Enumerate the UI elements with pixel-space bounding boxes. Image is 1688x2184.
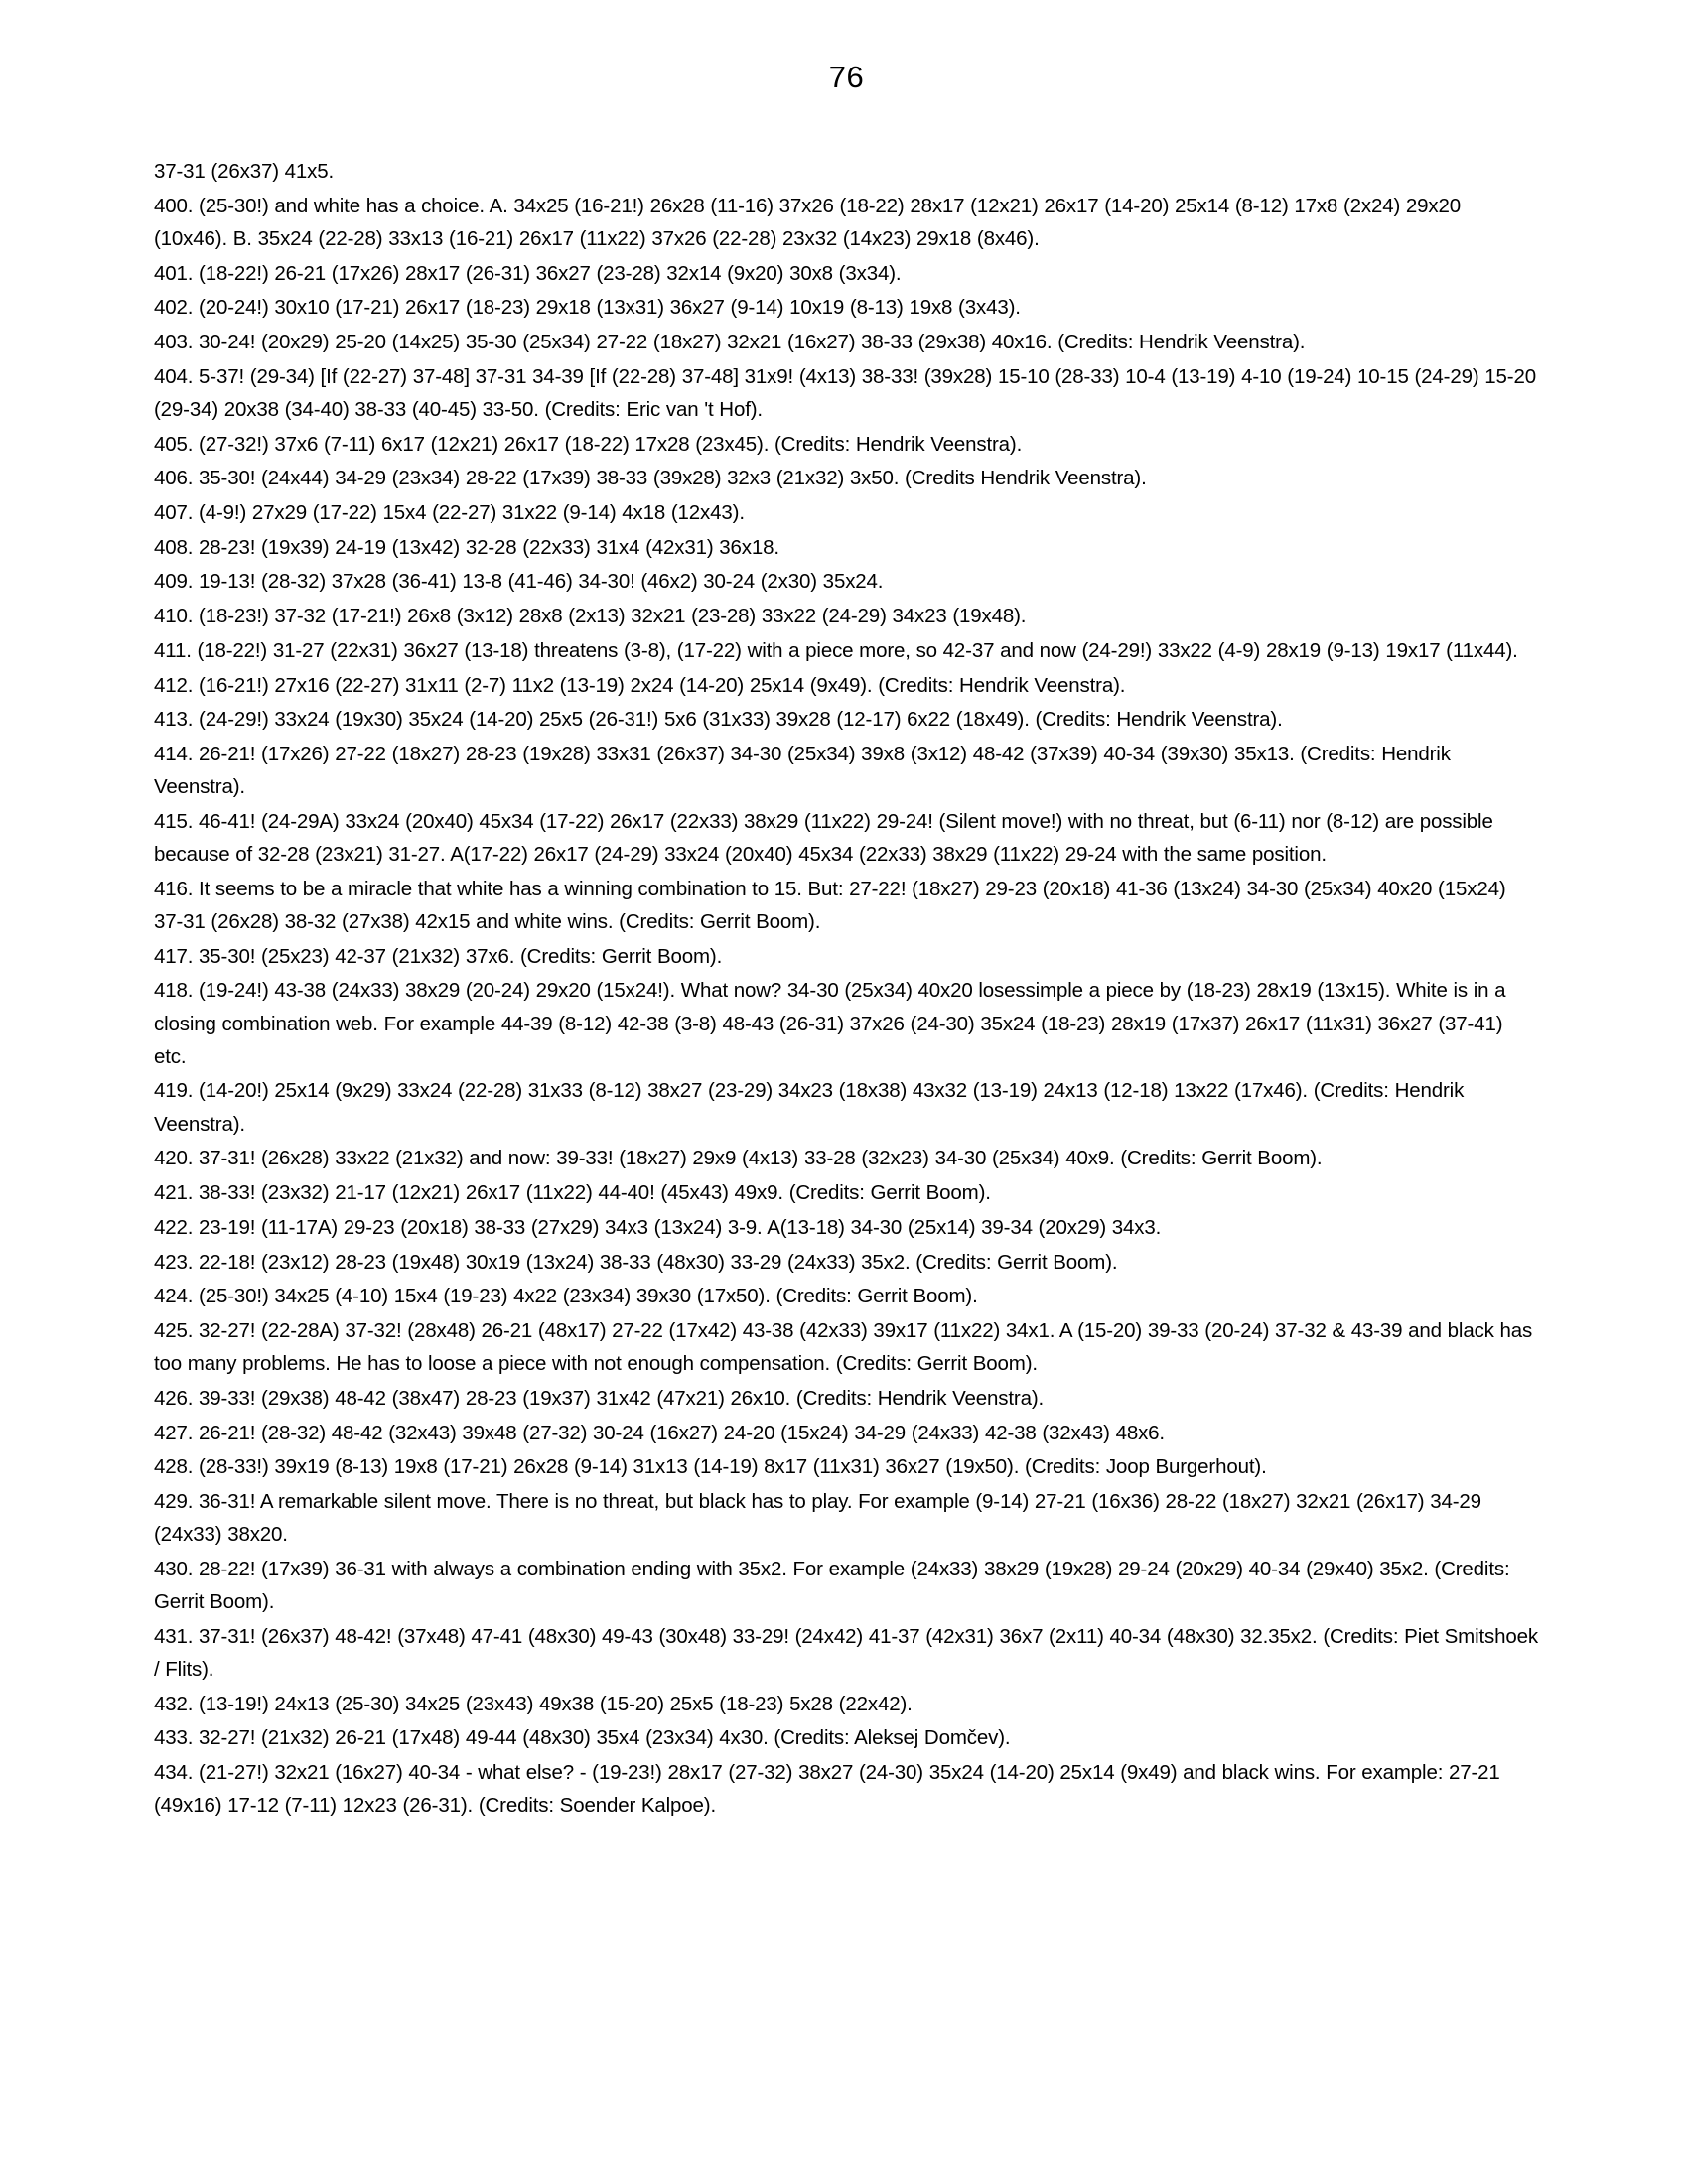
paragraph: 418. (19-24!) 43-38 (24x33) 38x29 (20-24) 29x20 (15x24!). What now? 34-30 (25x34) 40x20 losessimple a piece by (18-23) 28x19 (13x15). White is in a closing combination web. For example 44-39 (8-12) 42-38 (3-8) 48-43 (26-31) 37x26 (24-30) 35x24 (18-23) 28x19 (17x37) 26x17 (11x31) 36x27 (37-41) etc.	[154, 979, 1506, 1068]
page-number: 76	[828, 60, 865, 94]
paragraph: 420. 37-31! (26x28) 33x22 (21x32) and now: 39-33! (18x27) 29x9 (4x13) 33-28 (32x23) 34-30 (25x34) 40x9. (Credits: Gerrit Boom).	[154, 1147, 1323, 1170]
paragraph: 422. 23-19! (11-17A) 29-23 (20x18) 38-33 (27x29) 34x3 (13x24) 3-9. A(13-18) 34-30 (25x14) 39-34 (20x29) 34x3.	[154, 1215, 1162, 1239]
paragraph: 432. (13-19!) 24x13 (25-30) 34x25 (23x43) 49x38 (15-20) 25x5 (18-23) 5x28 (22x42).	[154, 1692, 913, 1715]
paragraph: 434. (21-27!) 32x21 (16x27) 40-34 - what else? - (19-23!) 28x17 (27-32) 38x27 (24-30) 35x24 (14-20) 25x14 (9x49) and black wins. For example: 27-21 (49x16) 17-12 (7-11) 12x23 (26-31). (Credits: Soender Kalpoe).	[154, 1761, 1500, 1818]
paragraph: 431. 37-31! (26x37) 48-42! (37x48) 47-41 (48x30) 49-43 (30x48) 33-29! (24x42) 41-37 (42x31) 36x7 (2x11) 40-34 (48x30) 32.35x2. (Credits: Piet Smitshoek / Flits).	[154, 1624, 1538, 1681]
paragraph: 37-31 (26x37) 41x5.	[154, 160, 335, 183]
paragraph: 430. 28-22! (17x39) 36-31 with always a combination ending with 35x2. For example (24x33) 38x29 (19x28) 29-24 (20x29) 40-34 (29x40) 35x2. (Credits: Gerrit Boom).	[154, 1557, 1510, 1614]
paragraph: 402. (20-24!) 30x10 (17-21) 26x17 (18-23) 29x18 (13x31) 36x27 (9-14) 10x19 (8-13) 19x8 (3x43).	[154, 296, 1021, 320]
paragraph: 403. 30-24! (20x29) 25-20 (14x25) 35-30 (25x34) 27-22 (18x27) 32x21 (16x27) 38-33 (29x38) 40x16. (Credits: Hendrik Veenstra).	[154, 331, 1306, 354]
paragraph: 426. 39-33! (29x38) 48-42 (38x47) 28-23 (19x37) 31x42 (47x21) 26x10. (Credits: Hendrik Veenstra).	[154, 1386, 1045, 1410]
paragraph: 421. 38-33! (23x32) 21-17 (12x21) 26x17 (11x22) 44-40! (45x43) 49x9. (Credits: Gerrit Boom).	[154, 1181, 991, 1205]
paragraph: 411. (18-22!) 31-27 (22x31) 36x27 (13-18) threatens (3-8), (17-22) with a piece more, so 42-37 and now (24-29!) 33x22 (4-9) 28x19 (9-13) 19x17 (11x44).	[154, 638, 1518, 662]
paragraph: 415. 46-41! (24-29A) 33x24 (20x40) 45x34 (17-22) 26x17 (22x33) 38x29 (11x22) 29-24! (Silent move!) with no threat, but (6-11) nor (8-12) are possible because of 32-28 (23x21) 31-27. A(17-22) 26x17 (24-29) 33x24 (20x40) 45x34 (22x33) 38x29 (11x22) 29-24 with the same position.	[154, 809, 1493, 867]
paragraph: 416. It seems to be a miracle that white has a winning combination to 15. But: 27-22! (18x27) 29-23 (20x18) 41-36 (13x24) 34-30 (25x34) 40x20 (15x24) 37-31 (26x28) 38-32 (27x38) 42x15 and white wins. (Credits: Gerrit Boom).	[154, 877, 1506, 933]
paragraph: 413. (24-29!) 33x24 (19x30) 35x24 (14-20) 25x5 (26-31!) 5x6 (31x33) 39x28 (12-17) 6x22 (18x49). (Credits: Hendrik Veenstra).	[154, 708, 1283, 732]
paragraph: 409. 19-13! (28-32) 37x28 (36-41) 13-8 (41-46) 34-30! (46x2) 30-24 (2x30) 35x24.	[154, 570, 884, 594]
paragraph: 404. 5-37! (29-34) [If (22-27) 37-48] 37-31 34-39 [If (22-28) 37-48] 31x9! (4x13) 38-33! (39x28) 15-10 (28-33) 10-4 (13-19) 4-10 (19-24) 10-15 (24-29) 15-20 (29-34) 20x38 (34-40) 38-33 (40-45) 33-50. (Credits: Eric van 't Hof).	[154, 364, 1536, 421]
paragraph: 414. 26-21! (17x26) 27-22 (18x27) 28-23 (19x28) 33x31 (26x37) 34-30 (25x34) 39x8 (3x12) 48-42 (37x39) 40-34 (39x30) 35x13. (Credits: Hendrik Veenstra).	[154, 742, 1451, 799]
document-body	[154, 155, 1539, 1822]
paragraph: 410. (18-23!) 37-32 (17-21!) 26x8 (3x12) 28x8 (2x13) 32x21 (23-28) 33x22 (24-29) 34x23 (19x48).	[154, 605, 1027, 628]
paragraph: 424. (25-30!) 34x25 (4-10) 15x4 (19-23) 4x22 (23x34) 39x30 (17x50). (Credits: Gerrit Boom).	[154, 1285, 978, 1308]
paragraph: 400. (25-30!) and white has a choice. A. 34x25 (16-21!) 26x28 (11-16) 37x26 (18-22) 28x17 (12x21) 26x17 (14-20) 25x14 (8-12) 17x8 (2x24) 29x20 (10x46). B. 35x24 (22-28) 33x13 (16-21) 26x17 (11x22) 37x26 (22-28) 23x32 (14x23) 29x18 (8x46).	[154, 194, 1462, 250]
paragraph: 405. (27-32!) 37x6 (7-11) 6x17 (12x21) 26x17 (18-22) 17x28 (23x45). (Credits: Hendrik Veenstra).	[154, 432, 1023, 456]
paragraph: 429. 36-31! A remarkable silent move. There is no threat, but black has to play. For example (9-14) 27-21 (16x36) 28-22 (18x27) 32x21 (26x17) 34-29 (24x33) 38x20.	[154, 1489, 1481, 1547]
paragraph: 406. 35-30! (24x44) 34-29 (23x34) 28-22 (17x39) 38-33 (39x28) 32x3 (21x32) 3x50. (Credits Hendrik Veenstra).	[154, 467, 1147, 490]
paragraph: 408. 28-23! (19x39) 24-19 (13x42) 32-28 (22x33) 31x4 (42x31) 36x18.	[154, 535, 779, 559]
paragraph: 427. 26-21! (28-32) 48-42 (32x43) 39x48 (27-32) 30-24 (16x27) 24-20 (15x24) 34-29 (24x33) 42-38 (32x43) 48x6.	[154, 1421, 1165, 1444]
paragraph: 412. (16-21!) 27x16 (22-27) 31x11 (2-7) 11x2 (13-19) 2x24 (14-20) 25x14 (9x49). (Credits: Hendrik Veenstra).	[154, 673, 1126, 697]
paragraph: 419. (14-20!) 25x14 (9x29) 33x24 (22-28) 31x33 (8-12) 38x27 (23-29) 34x23 (18x38) 43x32 (13-19) 24x13 (12-18) 13x22 (17x46). (Credits: Hendrik Veenstra).	[154, 1079, 1465, 1136]
paragraph: 425. 32-27! (22-28A) 37-32! (28x48) 26-21 (48x17) 27-22 (17x42) 43-38 (42x33) 39x17 (11x22) 34x1. A (15-20) 39-33 (20-24) 37-32 & 43-39 and black has too many problems. He has to loose a piece with not enough compensation. (Credits: Gerrit Boom).	[154, 1318, 1533, 1376]
paragraph: 407. (4-9!) 27x29 (17-22) 15x4 (22-27) 31x22 (9-14) 4x18 (12x43).	[154, 501, 745, 525]
paragraph: 428. (28-33!) 39x19 (8-13) 19x8 (17-21) 26x28 (9-14) 31x13 (14-19) 8x17 (11x31) 36x27 (19x50). (Credits: Joop Burgerhout).	[154, 1455, 1267, 1479]
paragraph: 401. (18-22!) 26-21 (17x26) 28x17 (26-31) 36x27 (23-28) 32x14 (9x20) 30x8 (3x34).	[154, 261, 902, 285]
paragraph: 423. 22-18! (23x12) 28-23 (19x48) 30x19 (13x24) 38-33 (48x30) 33-29 (24x33) 35x2. (Credits: Gerrit Boom).	[154, 1250, 1118, 1274]
paragraph: 433. 32-27! (21x32) 26-21 (17x48) 49-44 (48x30) 35x4 (23x34) 4x30. (Credits: Aleksej Domčev).	[154, 1726, 1011, 1750]
paragraph: 417. 35-30! (25x23) 42-37 (21x32) 37x6. (Credits: Gerrit Boom).	[154, 944, 723, 968]
